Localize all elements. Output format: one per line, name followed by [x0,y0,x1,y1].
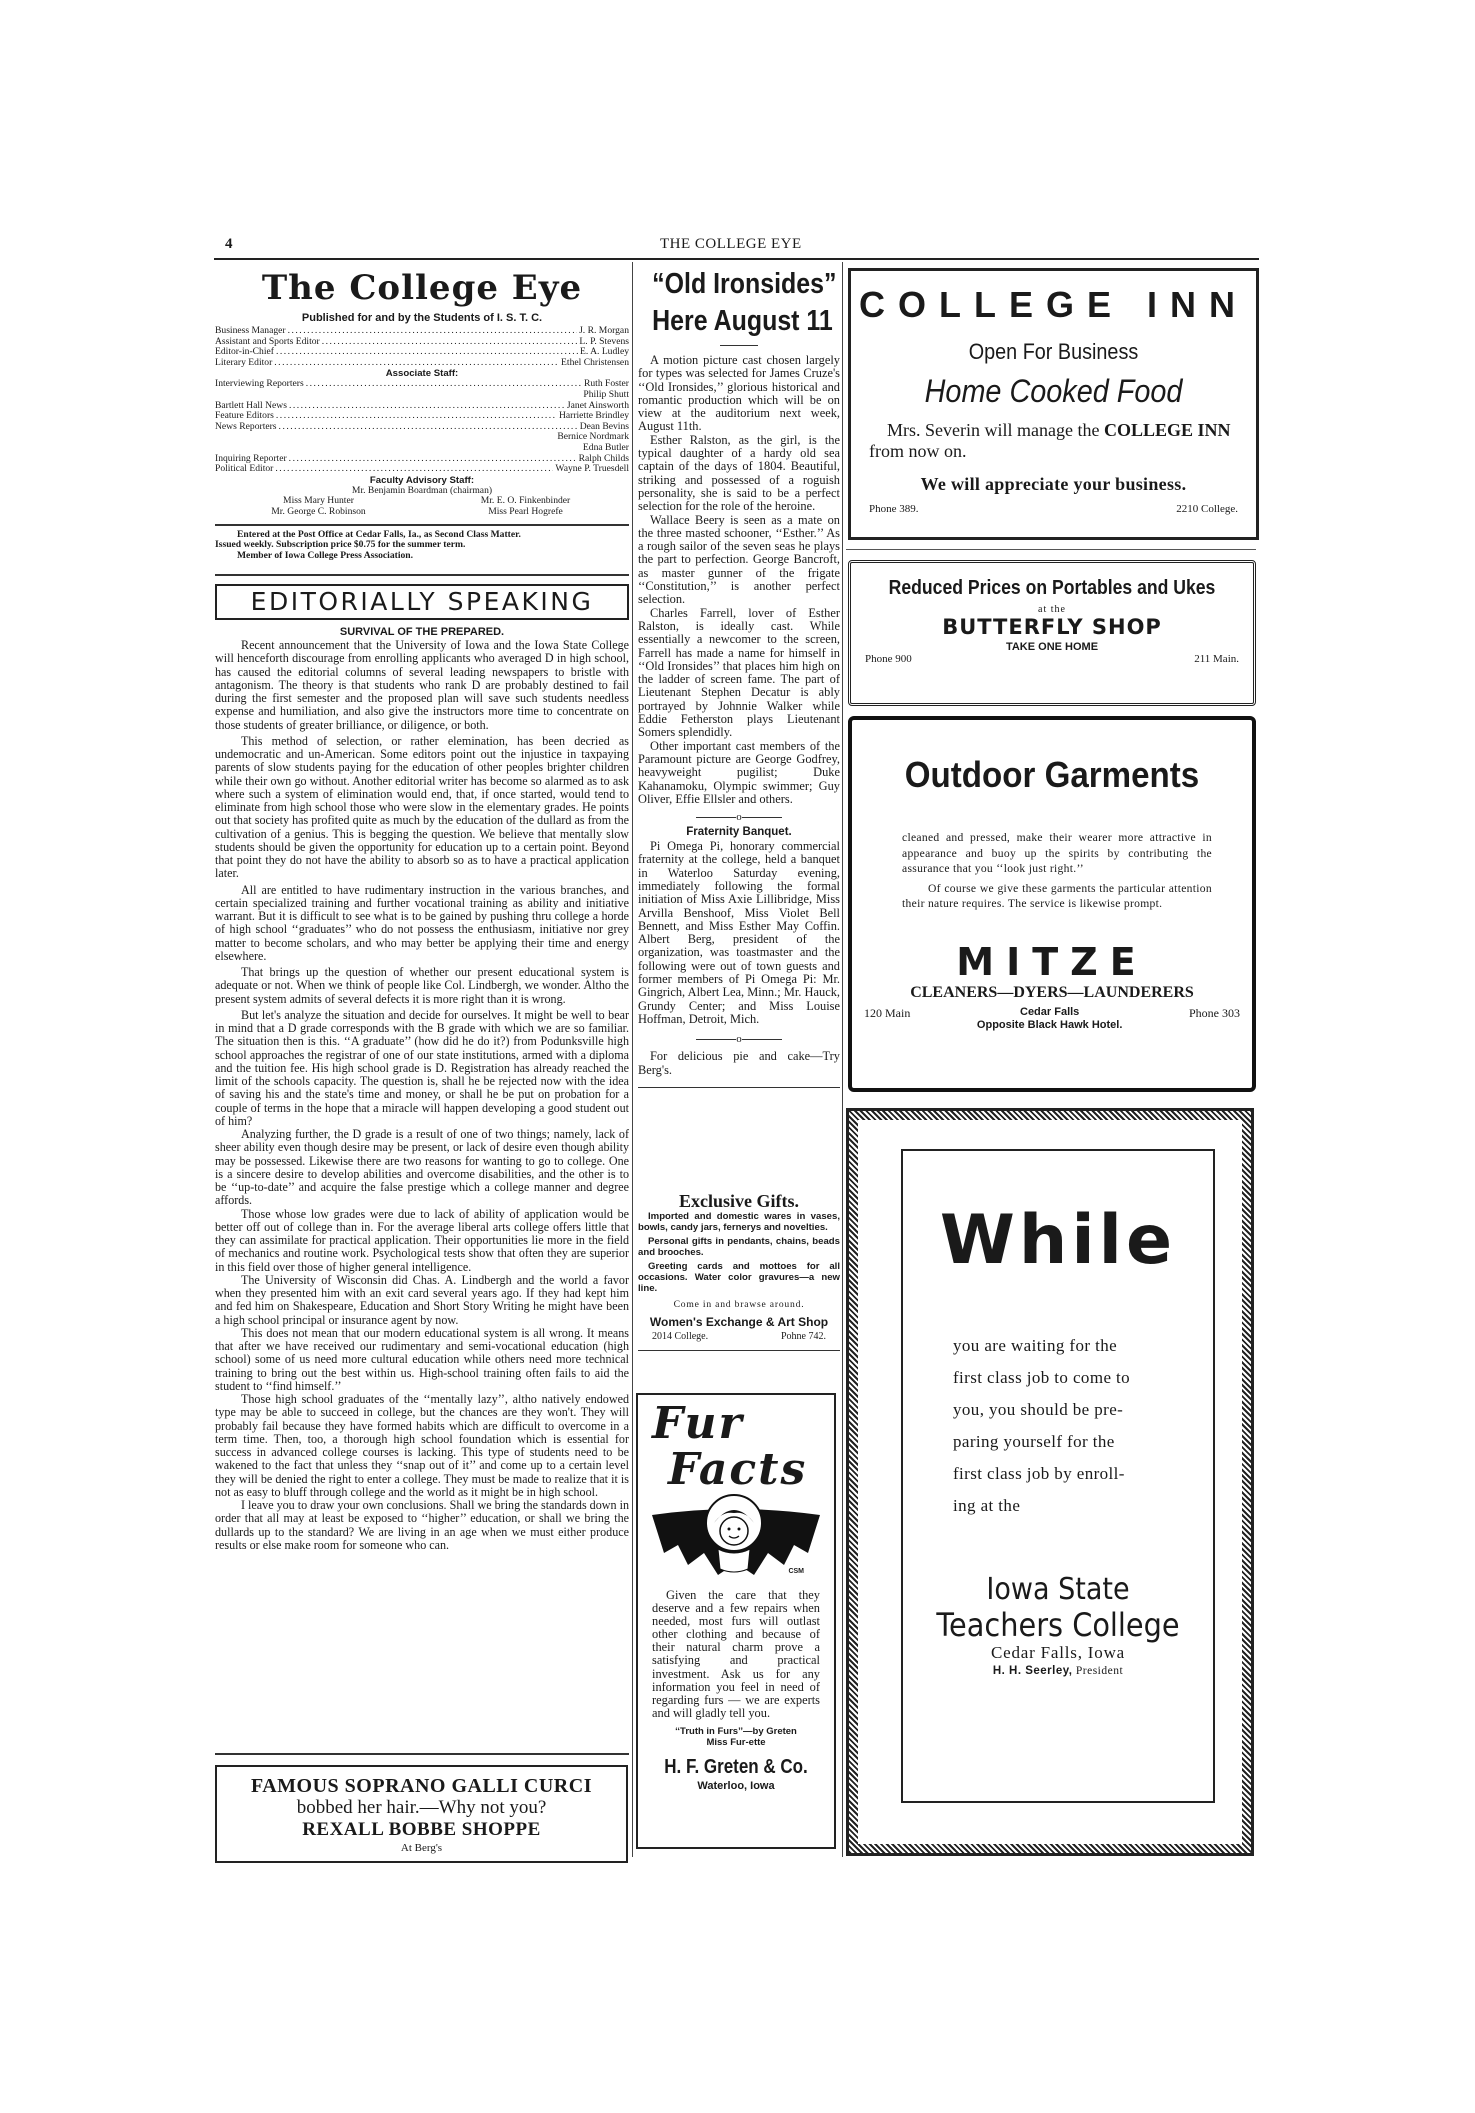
staff-name: Philip Shutt [583,388,629,400]
ad-food: Home Cooked Food [924,373,1183,409]
ad-management-note [851,420,1256,462]
ad-address: 2014 College. [652,1330,709,1342]
dot-leader [306,379,582,390]
staff-role: News Reporters [215,420,277,432]
faculty-list [215,496,629,517]
ad-phone: Pohne 742. [781,1330,826,1342]
editorial-paragraph: Recent announcement that the University of Iowa and the Iowa State College will henceforth discourage from enrolling applicants who averaged D in high school, has caused the editorial columns of several leading newspapers to bristle with antagonism. The theory is that students who rank D are probably destined to fail during the first semester and the proposed plan will save such students needless expense and humiliation, and also give the instructors more time to concentrate on those students of greater brilliance, or diligence, or both. [215,638,629,732]
staff-name: Ruth Foster [583,378,629,390]
dot-leader [274,358,559,369]
school-name: Iowa State [986,1572,1130,1607]
page-number: 4 [225,236,233,252]
fur-city: Waterloo, Iowa [697,1779,775,1792]
ad-paragraph: Of course we give these garments the particular attention their nature requires. The service is likewise prompt. [902,881,1212,910]
staff-row [215,337,629,348]
ad-shop-name: BUTTERFLY SHOP [942,615,1162,639]
editorial-paragraph: All are entitled to have rudimentary instruction in the various branches, and certain specialized training and further vocational training as ability and initiative warrant. But it is difficult to see what is to be gained by pushing thru college a horde of high school ‘‘graduates’’ who do not possess the enthusiasm, initiative nor grey matter to become scholars, and who may better be applying their time and energy elsewhere. [215,882,629,963]
dot-leader [276,411,557,422]
notice-line: Issued weekly. Subscription price $0.75 for the summer term. [215,539,466,551]
fur-facts-ad [636,1393,836,1849]
text: from now on. [869,441,967,461]
staff-name: Dean Bevins [579,420,629,432]
ad-at: at the [1038,604,1066,615]
istc-ad [846,1108,1254,1856]
dot-leader [275,464,553,475]
ad-body-line: you, you should be pre- [953,1400,1124,1419]
masthead-subtitle: Published for and by the Students of I. S. T. C. [301,312,543,324]
ad-tagline: Open For Business [968,339,1139,364]
byline-line: ‘‘Truth in Furs’’—by Greten [675,1725,797,1737]
text: COLLEGE INN [1103,420,1231,440]
masthead [215,266,629,562]
ad-paragraph: Personal gifts in pendants, chains, beads and brooches. [638,1236,840,1258]
ad-name: COLLEGE INN [858,284,1248,325]
article-paragraph: Esther Ralston, as the girl, is the typical daughter of a hardy old sea captain of the days of 1804. Beautiful, striking and possessed of a roguish personality, she is said to be a perfect selection for the role of the heroine. [638,432,840,514]
ad-paragraph: cleaned and pressed, make their wearer more attractive in appearance and buoy up the spirits by contributing the assurance that you ‘‘look just right.’’ [902,831,1212,875]
ad-name: MITZE [956,939,1148,984]
istc-ad-panel [901,1149,1215,1803]
bobbe-shoppe-ad [215,1765,628,1863]
separator: o [638,1032,840,1046]
ad-body [903,1330,1213,1522]
ad-phone: Phone 900 [865,653,912,665]
ad-body-line: first class job by enroll- [953,1464,1125,1483]
text: H. H. Seerley, [992,1665,1073,1677]
notice-line: Entered at the Post Office at Cedar Falls, Ia., as Second Class Matter. [237,528,521,540]
headline-line: “Old Ironsides” [652,268,837,300]
staff-name: Edna Butler [582,441,629,453]
ad-location [977,1006,1122,1032]
staff-role: Feature Editors [215,410,274,422]
staff-name: Janet Ainsworth [566,399,629,411]
editorial-banner: EDITORIALLY SPEAKING [215,584,629,620]
masthead-title: The College Eye [261,268,583,308]
text: President [1075,1665,1124,1677]
ad-contact [852,1006,1252,1032]
dot-leader [289,454,577,465]
editorial-article [215,625,629,1552]
article-paragraph: Charles Farrell, lover of Esther Ralston, is ideally cast. While essentially a newcomer to the screen, Farrell has made a name for himself in ‘‘Old Ironsides’’ that places him high on the ladder of screen fame. The part of Lieutenant Stephen Decatur is ably portrayed by Johnnie Walker while Eddie Fetherston plays Lieutenant Somers splendidly. [638,605,840,740]
ad-body-line: you are waiting for the [953,1336,1118,1355]
ad-headline: While [939,1201,1177,1280]
girl-in-fur-cape-icon [638,1493,834,1585]
school-city: Cedar Falls, Iowa [991,1643,1125,1662]
ad-body-line: first class job to come to [953,1368,1131,1387]
staff-row [215,326,629,337]
dot-leader [276,347,578,358]
ad-address: 2210 College. [1176,503,1238,515]
staff-list [215,326,629,368]
faculty-chair: Mr. Benjamin Boardman (chairman) [351,484,493,496]
headline-line: Here August 11 [652,305,833,337]
fur-company: H. F. Greten & Co. [664,1755,808,1778]
ad-shop-name: Women's Exchange & Art Shop [649,1314,829,1329]
ad-headline: Outdoor Garments [904,754,1200,795]
ad-shop-name: REXALL BOBBE SHOPPE [302,1819,541,1840]
old-ironsides-headline [652,266,837,340]
old-ironsides-article [638,354,840,1088]
pie-note: For delicious pie and cake—Try Berg's. [638,1049,840,1077]
fur-byline [638,1726,834,1748]
running-head: THE COLLEGE EYE [660,236,802,252]
ad-body-line: paring yourself for the [953,1432,1115,1451]
staff-role: Political Editor [215,463,274,475]
ad-phone: Phone 389. [869,503,919,515]
ad-paragraph: Imported and domestic wares in vases, bowls, candy jars, fernerys and novelties. [638,1211,840,1233]
ad-body-line: ing at the [953,1496,1021,1515]
mitze-cleaners-ad [848,716,1256,1092]
staff-name: Harriette Brindley [558,410,629,422]
dot-leader [289,401,565,412]
article-paragraph: A motion picture cast chosen largely for types was selected for James Cruze's ‘‘Old Ironsides,’’ glorious historical and romantic production which will be on view at the auditorium next week, August 11th. [638,353,840,434]
editorial-paragraph: This does not mean that our modern educational system is all wrong. It means that after we have received our rudimentary and semi-vocational education (high school) some of us need more cultural education while others need more technical training to bring out the best within us. High-school training often fails to aid the student to ‘‘find himself.’’ [215,1325,629,1393]
text: Mrs. Severin will manage the [887,420,1100,440]
ad-contact [851,653,1253,665]
dot-leader [322,337,578,348]
publication-notice [215,530,629,562]
staff-row [215,358,629,369]
staff-role: Interviewing Reporters [215,378,304,390]
divider [638,1087,840,1088]
editorial-paragraph: That brings up the question of whether our present educational system is adequate or not. When we think of people like Col. Lindbergh, we wonder. Altho the present system admits of several defects it is more right than it is wrong. [215,965,629,1006]
staff-name: J. R. Morgan [579,325,629,336]
staff-role: Assistant and Sports Editor [215,335,320,347]
dot-leader [279,422,578,433]
text: Opposite Black Hawk Hotel. [976,1018,1123,1031]
ad-tagline: bobbed her hair.—Why not you? [296,1797,547,1818]
divider [215,524,629,526]
staff-name: E. A. Ludley [579,346,629,358]
fur-illustration [638,1493,834,1585]
notice-line: Member of Iowa College Press Association. [237,550,414,562]
associate-staff-list [215,379,629,474]
editorial-paragraph: The University of Wisconsin did Chas. A. Lindbergh and the world a favor when they presented him with an exit card several years ago. If they had kept him and fed him on Shakespeare, Education and Short Story Writing he might have been a high school principal or insurance agent by now. [215,1272,629,1327]
staff-role: Bartlett Hall News [215,399,287,411]
fraternity-headline: Fraternity Banquet. [686,826,792,839]
staff-row [215,464,629,475]
fur-title-line: Fur [652,1398,744,1449]
ad-body [852,830,1252,912]
editorial-paragraph: But let's analyze the situation and decide for ourselves. It might be well to bear in mind that a D grade corresponds with the B grade with which we are so familiar. The situation then is this. ‘‘A graduate’’ (how did he do it?) from Podunksville high school approaches the registrar of one of our state institutions, armed with a diploma and the tuition fee. His high school grade is D. Registration has already reached the limit of the schools capacity. The question is, shall he be rejected now with the idea of saving his and the state's time and money, or shall he be put on probation for a couple of terms in the hope that a miracle will happen developing a good student out of him? [215,1007,629,1128]
staff-role: Inquiring Reporter [215,452,287,464]
school-president [903,1665,1213,1677]
editorial-paragraph: Analyzing further, the D grade is a result of one of two things; namely, lack of sheer ability even though desire may be present, or lack of desire even though ability may be possessed. Likewise there are two reasons for wanting to go to college. One is a sincere desire to develop abilities and overcome disabilities, and the other is to be ‘‘up-to-date’’ and acquire the false prestige which a college manner and degree affords. [215,1127,629,1208]
staff-name: L. P. Stevens [579,335,629,347]
ad-invite: Come in and brawse around. [673,1299,805,1311]
faculty-member: Miss Mary Hunter [283,495,354,507]
faculty-member: Mr. E. O. Finkenbinder [480,495,571,507]
editorial-paragraph: I leave you to draw your own conclusions. Shall we bring the standards down in order that all may at least be exposed to ‘‘higher’’ education, or shall we bring the dullards up to the standard? We are living in an age when we must either produce results or else make room for someone who can. [215,1498,629,1552]
ad-headline: Exclusive Gifts. [679,1191,799,1211]
divider [638,1350,840,1351]
ad-appreciation: We will appreciate your business. [920,474,1187,494]
column-divider [632,262,633,1857]
staff-role: Business Manager [215,325,286,336]
dot-leader [288,326,577,337]
faculty-member: Mr. George C. Robinson [271,505,366,517]
staff-name: Ralph Childs [578,452,629,464]
ad-address: 211 Main. [1194,653,1239,665]
staff-row [215,411,629,422]
ad-cta: TAKE ONE HOME [1005,641,1099,653]
artist-mark: CSM [788,1568,804,1575]
article-paragraph: Other important cast members of the Paramount picture are George Godfrey, heavyweight pugilist; Duke Kahanamoku, Olympic swimmer; Guy Oliver, Effie Ellsler and others. [638,738,840,806]
ad-contact [638,1331,840,1342]
ad-location: At Berg's [400,1842,443,1854]
divider [215,574,629,576]
staff-name: Bernice Nordmark [557,431,629,443]
header-rule [214,258,1259,260]
divider [846,549,1256,550]
divider [720,345,758,346]
column-divider [842,262,843,1857]
school-name: Teachers College [936,1606,1180,1644]
editorial-paragraph: Those high school graduates of the ‘‘mentally lazy’’, altho natively endowed type may be able to succeed in college, but the chances are they won't. They will probably fail because they have formed habits which are difficult to overcome in a term time. Then, too, a thorough high school foundation which is essential for success in advanced college courses is lacking. This type of students need to be wakened to the fact that unless they ‘‘snap out of it’’ and come up to a certain level they will be denied the right to enter a college. They must be made to realize that it is not as easy to bluff through college and the world as it might be in high school. [215,1392,629,1499]
fur-title-line: Facts [668,1444,808,1495]
divider [215,1753,629,1755]
college-inn-ad [848,268,1259,540]
ad-contact [851,503,1256,515]
fur-ad-text [638,1589,834,1720]
staff-name: Wayne P. Truesdell [555,463,629,475]
ad-services: CLEANERS—DYERS—LAUNDERERS [910,983,1194,1001]
editorial-headline: SURVIVAL OF THE PREPARED. [339,626,505,638]
butterfly-shop-ad [848,560,1256,706]
staff-name: Ethel Christensen [561,356,629,368]
ad-address: 120 Main [864,1005,911,1020]
ad-headline: FAMOUS SOPRANO GALLI CURCI [251,1775,592,1797]
ad-phone: Phone 303 [1188,1005,1240,1020]
editorial-paragraph: Those whose low grades were due to lack of ability of application would be better off out of college than in. For the average liberal arts college offers little that they can assimilate for practical application. Their opportunities lie more in the field of mechanics and routine work. Psychological tests show that often they are superior in this field over those of higher general intelligence. [215,1206,629,1274]
text: Cedar Falls [1020,1005,1080,1018]
staff-role: Literary Editor [215,356,273,368]
editorial-paragraph: This method of selection, or rather elemination, has been decried as undemocratic and un-American. Some editors point out the injustice in taxpaying parents of slow students paying for the education of other peoples brighter children while their own go without. Another editorial writer has become so alarmed as to ask where such a system of elimination would end, that, if once started, would tend to eliminate from high school those who were slow in the elementary grades. He points out that society has profited quite as much by the education of the dullard as from the cultivation of a genius. This is begging the question. We believe that mentally slow students should be given the opportunity for education up to a certain point. Beyond that point they do not have the ability to absorb so as to have a practical application later. [215,733,629,881]
faculty-heading: Faculty Advisory Staff: [369,474,475,486]
byline-line: Miss Fur-ette [706,1736,766,1748]
staff-row [215,379,629,390]
article-paragraph: Wallace Beery is seen as a mate on the three masted schooner, ‘‘Esther.’’ As a rough sailor of the seven seas he plays the part to perfection. George Bancroft, as master gunner of the frigate ‘‘Constitution,’’ is another perfect selection. [638,512,840,607]
exclusive-gifts-ad [638,1190,840,1351]
separator: o [638,810,840,824]
staff-role: Editor-in-Chief [215,346,274,358]
ad-headline: Reduced Prices on Portables and Ukes [888,577,1216,599]
ad-paragraph: Given the care that they deserve and a few repairs when needed, most furs will outlast other clothing and because of their natural charm prove a satisfying and practical investment. Ask us for any information you feel in need of regarding furs — we are experts and will gladly tell you. [652,1588,820,1720]
ad-paragraph: Greeting cards and mottoes for all occasions. Water color gravures—a new line. [638,1261,840,1294]
faculty-member: Miss Pearl Hogrefe [488,505,563,517]
fraternity-text: Pi Omega Pi, honorary commercial fraternity at the college, held a banquet in Waterloo Saturday evening, immediately following the formal initiation of Miss Axie Lillibridge, Miss Arvilla Benshoof, Miss Violet Bell Bennett, and Miss Esther May Coffin. Albert Berg, president of the organization, was toastmaster and the following were out of town guests and former members of Pi Omega Pi: Mr. Gingrich, Albert Lea, Minn.; Mr. Hauck, Grundy Center; and Miss Louise Hoffman, Detroit, Mich. [638,839,840,1026]
associate-heading: Associate Staff: [385,368,459,380]
